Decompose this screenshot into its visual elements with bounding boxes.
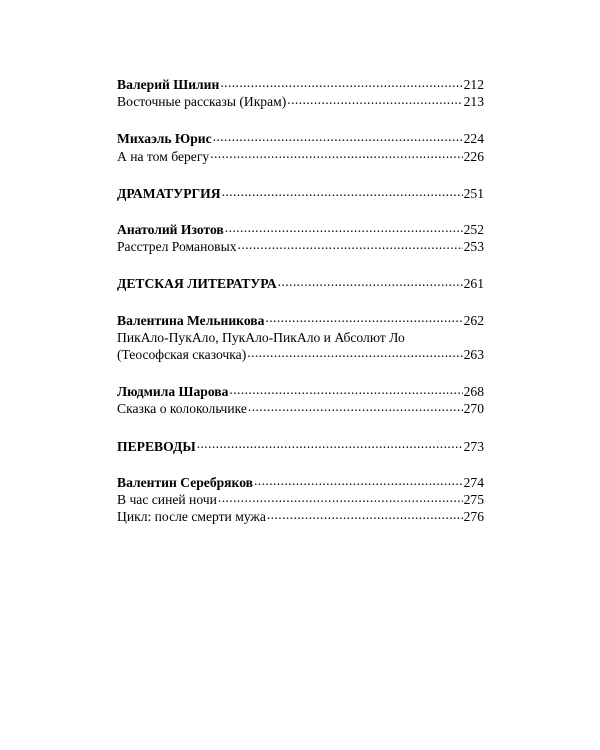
- toc-author-name: Анатолий Изотов: [117, 222, 224, 238]
- toc-section-title: ДРАМАТУРГИЯ: [117, 185, 221, 201]
- toc-page-number: 212: [463, 77, 484, 92]
- dot-leader: [287, 94, 462, 106]
- dot-leader: [254, 475, 463, 487]
- toc-section-children: [117, 275, 484, 292]
- toc-work-entry[interactable]: [117, 508, 484, 525]
- toc-page-number: 270: [463, 401, 484, 417]
- toc-page-number: 274: [463, 474, 484, 490]
- toc-group-melnikova: [117, 312, 484, 364]
- toc-work-entry[interactable]: [117, 148, 484, 165]
- toc-page-number: 262: [463, 312, 484, 328]
- toc-page-number: 251: [463, 185, 484, 201]
- toc-section-title: ДЕТСКАЯ ЛИТЕРАТУРА: [117, 276, 277, 292]
- dot-leader: [238, 239, 463, 251]
- toc-author-entry[interactable]: [117, 221, 484, 238]
- toc-section-drama: [117, 185, 484, 202]
- dot-leader: [225, 222, 463, 234]
- toc-author-entry[interactable]: [117, 130, 484, 147]
- toc-work-title: Цикл: после смерти мужа: [117, 509, 266, 525]
- dot-leader: [278, 276, 463, 288]
- dot-leader: [218, 492, 463, 504]
- toc-work-entry[interactable]: [117, 491, 484, 508]
- dot-leader: [248, 401, 463, 413]
- dot-leader: [247, 347, 462, 359]
- toc-work-entry[interactable]: [117, 400, 484, 417]
- toc-section-title: ПЕРЕВОДЫ: [117, 438, 196, 454]
- toc-work-title: Восточные рассказы (Икрам): [117, 94, 287, 110]
- toc-work-entry[interactable]: [117, 93, 484, 110]
- toc-work-entry[interactable]: [117, 346, 484, 363]
- toc-group-yuris: [117, 130, 484, 164]
- toc-page-number: 275: [463, 492, 484, 508]
- toc-page-number: 213: [463, 94, 484, 110]
- toc-work-title: В час синей ночи: [117, 492, 217, 508]
- dot-leader: [210, 149, 462, 161]
- toc-work-title: А на том берегу: [117, 148, 210, 164]
- toc-page-number: 276: [463, 509, 484, 525]
- toc-page-number: 263: [463, 347, 484, 363]
- toc-page-number: 252: [463, 222, 484, 238]
- toc-section-entry[interactable]: [117, 275, 484, 292]
- toc-author-name: Валентина Мельникова: [117, 312, 265, 328]
- toc-work-title: Сказка о колокольчике: [117, 401, 247, 417]
- toc-work-entry[interactable]: [117, 238, 484, 255]
- toc-page-number: 253: [463, 239, 484, 255]
- dot-leader: [267, 509, 463, 521]
- toc-author-name: Людмила Шарова: [117, 384, 229, 400]
- toc-author-entry[interactable]: [117, 474, 484, 491]
- toc-author-entry[interactable]: [117, 76, 484, 93]
- toc-work-title-line[interactable]: ПикАло-ПукАло, ПукАло-ПикАло и Абсолют Ло: [117, 329, 405, 345]
- toc-page-number: 261: [463, 276, 484, 292]
- toc-group-shilin: [117, 76, 484, 110]
- toc-page-number: 224: [463, 131, 484, 147]
- toc-author-entry[interactable]: [117, 383, 484, 400]
- toc-section-entry[interactable]: [117, 185, 484, 202]
- toc-work-title: (Теософская сказочка): [117, 347, 247, 363]
- toc-author-name: Михаэль Юрис: [117, 131, 212, 147]
- toc-page-number: 268: [463, 384, 484, 400]
- toc-work-title: Расстрел Романовых: [117, 239, 237, 255]
- toc-page-number: 226: [463, 148, 484, 164]
- dot-leader: [213, 131, 463, 143]
- dot-leader: [265, 313, 462, 325]
- toc-author-name: Валентин Серебряков: [117, 474, 253, 490]
- toc-group-izotov: [117, 221, 484, 255]
- toc-section-entry[interactable]: [117, 438, 484, 455]
- dot-leader: [220, 77, 462, 89]
- dot-leader: [222, 186, 463, 198]
- table-of-contents: [117, 76, 484, 545]
- toc-page-number: 273: [463, 438, 484, 454]
- toc-author-name: Валерий Шилин: [117, 77, 220, 92]
- toc-section-translations: [117, 438, 484, 455]
- toc-group-sharova: [117, 383, 484, 417]
- toc-author-entry[interactable]: [117, 312, 484, 329]
- dot-leader: [197, 439, 463, 451]
- dot-leader: [229, 384, 462, 396]
- toc-group-serebryakov: [117, 474, 484, 526]
